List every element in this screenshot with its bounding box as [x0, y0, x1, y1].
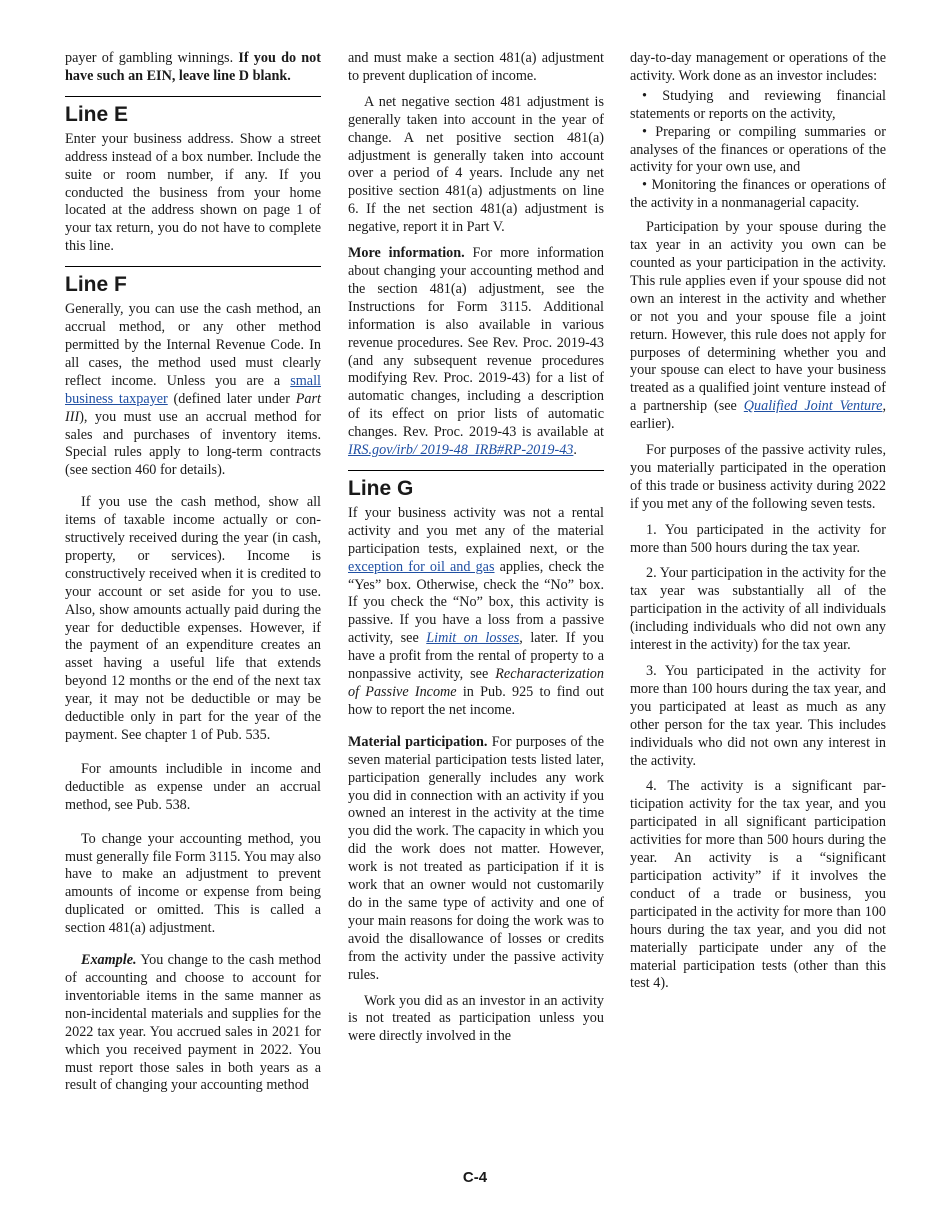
passive-activity-paragraph: For purposes of the passive activity rules, you materially participated in the operation of this trade or business activity during 2022 if you met any of the following seven tests. [630, 442, 886, 512]
column-right [630, 50, 886, 1001]
line-f-paragraph-2: If you use the cash method, show all items of taxable income actually or constructively received during the year (in cash, property, or services). Income is constructively received when it is credited to your account or set aside for you to use. Also, show amounts actually paid during the year for deductible expenses. However, if the payment of an expenditure creates an asset having a useful life that extends beyond 12 months or the end of the next tax year, it may not be deductible or may be deductible only in part for the year of the payment. See chapter 1 of Pub. 535. [65, 494, 321, 743]
more-information-label: More information. [348, 245, 465, 262]
intro-bold-text: If you do not have such an EIN, leave line D blank. [65, 50, 321, 84]
test-item: 2. Your participation in the activity for the tax year was substantially all of the participation in the activity of all individuals (including individuals who did not own any interest in the activity) for the tax year. [630, 565, 886, 654]
investor-continued-paragraph: day-to-day management or operations of the activity. Work done as an investor includes: [630, 50, 886, 84]
example-paragraph: Example. You change to the cash method of accounting and choose to account for inventoriable items in the same manner as non-incidental materials and supplies for the 2022 tax year. You accrued sales in 2021 for which you received payment in 2022. You must report those sales in both years as a result of changing your accounting method [65, 952, 321, 1094]
bullet-item: • Monitoring the finances or operations of the activity in a nonmanagerial capacity. [630, 177, 887, 212]
exception-oil-gas-link[interactable]: exception for oil and gas [348, 558, 495, 575]
section-481-paragraph-2: A net negative section 481 adjustment is generally taken into account in the year of change. A net positive section 481(a) adjustment is generally taken into account over a period of 4 years. Include any net positive section 481(a) adjustments on line 6. If the net section 481(a) adjustment is negative, report it in Part V. [348, 93, 604, 236]
test-item: 4. The activity is a significant participation activity for the tax year, and you participated in all significant participation activities for more than 500 hours during the year. An activity is a “significant participation activity” if it involves the conduct of a trade or business, you participated in the activity for more than 100 hours during the tax year, and you did not materially participate under any of the material participation tests (other than this test 4). [630, 778, 886, 992]
line-f-paragraph-4: To change your accounting method, you must generally file Form 3115. You may also have to make an adjustment to prevent amounts of income or expense from being duplicated or omitted. This is called a section 481(a) adjustment. [65, 830, 322, 937]
line-g-paragraph: If your business activity was not a rental activity and you met any of the material participation tests, explained next, or the exception for oil and gas applies, check the “Yes” box. Otherwise, check the “No” box. If you check the “No” box, this activity is passive. If you have a loss from a passive activity, see Limit on losses, later. If you have a profit from the rental of property to a nonpassive activity, see Recharacterization of Passive Income in Pub. 925 to find out how to report the net income. [348, 504, 604, 718]
spouse-participation-paragraph: Participation by your spouse during the tax year in an activity you own can be counted as your participation in the activity. This rule applies even if your spouse did not own an interest in the activity and whether or not you and your spouse file a joint return. However, this rule does not apply for purposes of determining whether you and your spouse can elect to have your business treated as a qualified joint venture instead of a partnership (see Qualified Joint Venture, earlier). [630, 219, 886, 433]
line-f-paragraph-3: For amounts includible in income and deductible as expense under an accrual method, see Pub. 538. [65, 760, 321, 813]
test-item: 1. You participated in the activity for more than 500 hours during the tax year. [630, 521, 886, 556]
line-g-heading: Line G [348, 470, 604, 501]
more-information-paragraph: More information. For more information about changing your accounting method and the section 481(a) adjustment, see the Instructions for Form 3115. Additional information is also available in various revenue procedures. See Rev. Proc. 2019-43 (and any subsequent revenue procedures modifying Rev. Proc. 2019-43) for a list of automatic changes, including a description of its effect on prior lists of automatic changes. Rev. Proc. 2019-43 is available at IRS.gov/irb/ 2019-48_IRB#RP-2019-43. [348, 245, 604, 459]
line-e-paragraph: Enter your business address. Show a street address instead of a box number. Include the suite or room number, if any. If you conducted the business from your home located at the address shown on page 1 of your tax return, you do not have to complete this line. [65, 130, 321, 255]
line-f-paragraph-1: Generally, you can use the cash method, an accrual method, or any other method permitted by the Internal Revenue Code. In all cases, the method used must clearly reflect income. Unless you are a small business taxpayer (defined later under Part III), you must use an accrual method for sales and purchases of inventory items. Special rules apply to long-term contracts (see section 460 for details). [65, 301, 321, 479]
qualified-joint-venture-link[interactable]: Qualified Joint Venture [743, 398, 883, 415]
intro-text: payer of gambling winnings. [65, 50, 239, 66]
limit-on-losses-link[interactable]: Limit on losses [426, 630, 520, 647]
column-middle [348, 50, 604, 1054]
page-number: C-4 [462, 1169, 488, 1186]
material-participation-paragraph: Material participation. For purposes of the seven material participation tests listed later, participation generally includes any work you did in connection with an activity if you owned an interest in the activity at the time you did the work. The capacity in which you did the work does not matter. However, work is not treated as participation if it is work that an owner would not customarily do in the same type of activity and one of your main reasons for doing the work was to avoid the disallowance of losses or credits from the activity under the passive activity rules. [348, 733, 604, 983]
example-label: Example. [81, 952, 137, 969]
intro-paragraph [65, 50, 321, 86]
section-481-paragraph-1: and must make a section 481(a) adjustment to prevent duplication of income. [348, 50, 604, 84]
line-e-heading: Line E [65, 96, 321, 127]
column-left [65, 50, 321, 1103]
bullet-item: • Studying and reviewing financial statements or reports on the activity, [630, 87, 886, 122]
line-f-heading: Line F [65, 266, 321, 297]
small-business-taxpayer-link[interactable]: small business taxpayer [65, 372, 321, 407]
test-item: 3. You participated in the activity for more than 100 hours during the tax year, and you participated at least as much as any other person for the tax year. This includes individuals who did not own any interest in the activity. [630, 663, 886, 769]
material-participation-label: Material participation. [348, 733, 488, 750]
bullet-item: • Preparing or compiling summaries or analyses of the finances or operations of the activity for your own use, and [630, 123, 886, 176]
rev-proc-2019-43-link[interactable]: IRS.gov/irb/ 2019-48_IRB#RP-2019-43 [348, 442, 574, 459]
investor-paragraph: Work you did as an investor in an activity is not treated as participation unless you were directly involved in the [348, 992, 604, 1045]
